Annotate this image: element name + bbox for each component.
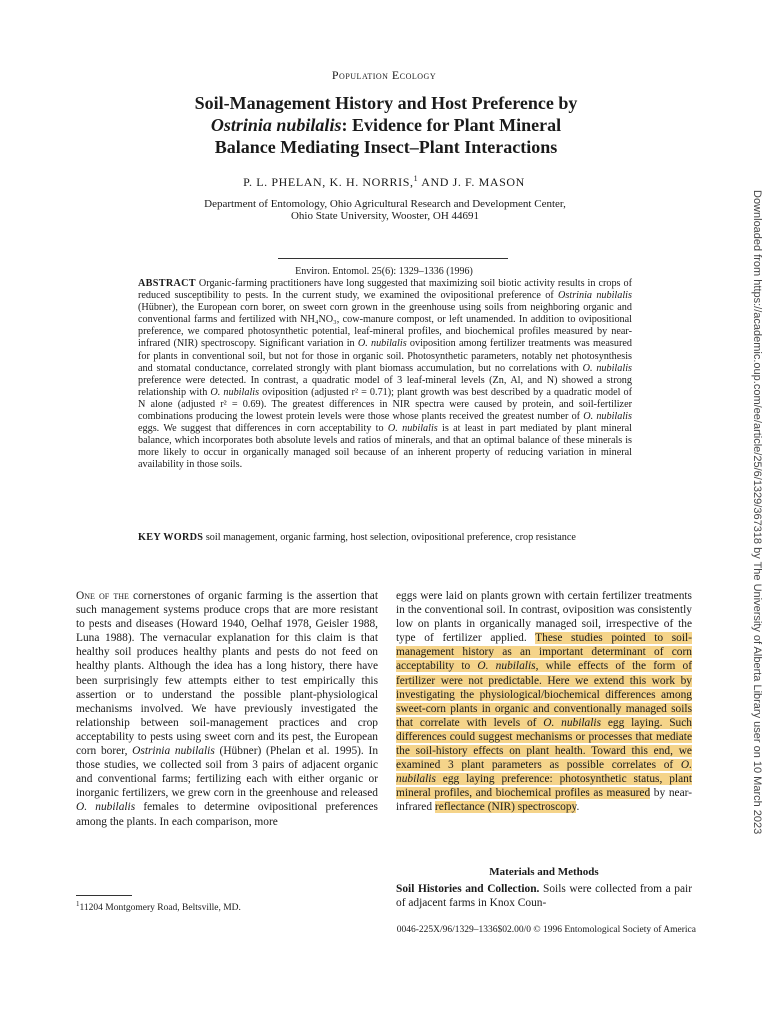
highlight-text: egg laying preference: photosynthetic status, plant mineral profiles, and biochemical profiles as measured: [396, 773, 692, 800]
abstract-text: eggs. We suggest that differences in corn acceptability to: [138, 423, 388, 435]
abstract-text: (Hübner), the European corn borer, on sweet corn grown in the greenhouse using soils from neighboring organic and conventional farms and fertilized with NH₄NO₃, cow-manure compost, or left unamended. In addition to ovipositional preference, we compared photosynthetic potential, leaf-mineral profiles, and biochemical profiles measured by near-infrared (NIR) spectroscopy. Significant variation in: [138, 302, 632, 350]
article-title: [100, 92, 672, 158]
section-heading-methods: Materials and Methods: [489, 866, 599, 878]
body-text: .: [576, 801, 580, 814]
body-column-left: [76, 589, 378, 829]
keywords: [138, 532, 632, 544]
title-line-3: Balance Mediating Insect–Plant Interactions: [214, 137, 558, 157]
abstract: [138, 278, 632, 472]
species-name: O. nubilalis: [582, 362, 632, 374]
body-text: females to determine ovipositional preferences among the plants. In each comparison, more: [76, 801, 378, 828]
copyright-footer: 0046-225X/96/1329–1336$02.00/0 © 1996 Entomological Society of America: [396, 925, 696, 935]
species-name: O. nubilalis: [357, 338, 407, 350]
highlight-text: egg laying. Such differences could suggest mechanisms or processes that mediate the soil-history effects on plant health. Toward this end, we examined 3 plant parameters as possible correlates of: [396, 716, 693, 772]
abstract-text: Organic-farming practitioners have long suggested that maximizing soil biotic activity results in crops of reduced susceptibility to pests. In the current study, we examined the ovipositional preference of: [138, 278, 632, 302]
authors-part-a: P. L. PHELAN, K. H. NORRIS,: [243, 175, 414, 189]
footnote-text: 11204 Montgomery Road, Beltsville, MD.: [79, 903, 241, 914]
highlighted-passage: [434, 801, 580, 814]
methods-text: Soils were collected from a pair of adjacent farms in Knox Coun-: [396, 883, 692, 910]
title-species: Ostrinia nubilalis: [210, 115, 342, 135]
affiliation-line-1: Department of Entomology, Ohio Agricultural Research and Development Center,: [204, 198, 566, 210]
body-text: by near-infrared: [396, 787, 692, 814]
species-name: O. nubilalis: [543, 716, 602, 729]
author-list: [0, 174, 768, 190]
title-line-2: : Evidence for Plant Mineral: [341, 115, 562, 135]
abstract-text: is at least in part mediated by plant mineral balance, which incorporates both absolute levels and ratios of minerals, and that an optimal balance of these minerals is more likely to occur in organically managed soil because of an inherent property of reducing variation in mineral availability in those soils.: [138, 423, 632, 471]
abstract-text: oviposition (adjusted r² = 0.71); plant growth was best described by a quadratic model of N alone (adjusted r² = 0.69). The greatest differences in NIR spectra were caused by protein, and soil-fertilizer combinations producing the lowest protein levels were those whose plants received the greatest number of: [138, 386, 632, 423]
highlight-text: , while effects of the form of fertilizer were not predictable. Here we extend this work by investigating the physiological/biochemical differences among sweet-corn plants in organic and conventionally managed soils that correlate with levels of: [396, 660, 693, 729]
keywords-text: soil management, organic farming, host selection, ovipositional preference, crop resistance: [203, 532, 576, 543]
keywords-label: KEY WORDS: [138, 532, 204, 543]
footnote-divider: [76, 895, 132, 896]
species-name: O. nubilalis: [210, 386, 260, 398]
highlighted-passage: [396, 632, 692, 799]
footnote-mark: 1: [76, 900, 80, 908]
abstract-text: preference were detected. In contrast, a quadratic model of 3 leaf-mineral levels (Zn, Al, and N) showed a strong relationship with: [138, 374, 632, 398]
species-name: Ostrinia nubilalis: [558, 290, 632, 302]
footnote: [76, 900, 376, 913]
species-name: O. nubilalis: [76, 801, 136, 814]
abstract-label: ABSTRACT: [138, 278, 196, 289]
affiliation-line-2: Ohio State University, Wooster, OH 44691: [290, 210, 480, 222]
author-footnote-mark: 1: [413, 174, 419, 183]
journal-citation: Environ. Entomol. 25(6): 1329–1336 (1996): [295, 266, 473, 277]
section-label: Population Ecology: [331, 68, 437, 82]
species-name: O. nubilalis: [477, 660, 536, 673]
species-name: O. nubilalis: [387, 423, 438, 435]
affiliation: [150, 198, 620, 222]
title-line-1: Soil-Management History and Host Preference by: [194, 93, 578, 113]
methods-paragraph: [396, 882, 692, 910]
abstract-text: oviposition among fertilizer treatments was measured for plants in conventional soil, but not for those in organic soil. Photosynthetic parameters, notably net photosynthesis and stomatal conductance, correlated strongly with plant biomass accumulation, but no correlations with: [138, 338, 632, 374]
highlight-text: These studies pointed to soil-management history as an important determinant of corn acceptability to: [396, 632, 692, 673]
species-name: Ostrinia nubilalis: [132, 745, 215, 758]
species-name: O. nubilalis: [396, 759, 692, 786]
body-column-right: [396, 589, 692, 815]
authors-part-b: AND J. F. MASON: [418, 175, 525, 189]
body-text: (Hübner) (Phelan et al. 1995). In those studies, we collected soil from 3 pairs of adjacent organic and conventional farms; fertilizing each with either organic or inorganic fertilizers, we grew corn in the greenhouse and released: [76, 745, 379, 800]
body-text: eggs were laid on plants grown with certain fertilizer treatments in the conventional soil. In contrast, oviposition was consistently low on plants in organically managed soil, irrespective of the type of fertilizer applied.: [396, 590, 692, 645]
header-divider: [278, 258, 508, 259]
download-watermark: Downloaded from https://academic.oup.com/ee/article/25/6/1329/367318 by The University of Alberta Library user on 10 March 2023: [751, 190, 763, 835]
highlight-text: reflectance (NIR) spectroscopy: [434, 801, 577, 814]
body-text: cornerstones of organic farming is the assertion that such management systems produce crops that are more resistant to pests and diseases (Howard 1940, Oelhaf 1978, Geisler 1988, Luna 1988). The vernacular explanation for this claim is that healthy soil produces healthy plants and pests do not feed on healthy plants. Although the idea has a long history, there have been surprisingly few attempts either to test empirically this assertion or to understand the possible plant-physiological mechanisms involved. We have previously investigated the relationship between soil-management practices and crop acceptability to pests using sweet corn and its pest, the European corn borer,: [76, 590, 378, 758]
species-name: O. nubilalis: [583, 411, 632, 423]
lead-in: One of the: [76, 590, 129, 602]
subsection-label: Soil Histories and Collection.: [396, 883, 540, 895]
